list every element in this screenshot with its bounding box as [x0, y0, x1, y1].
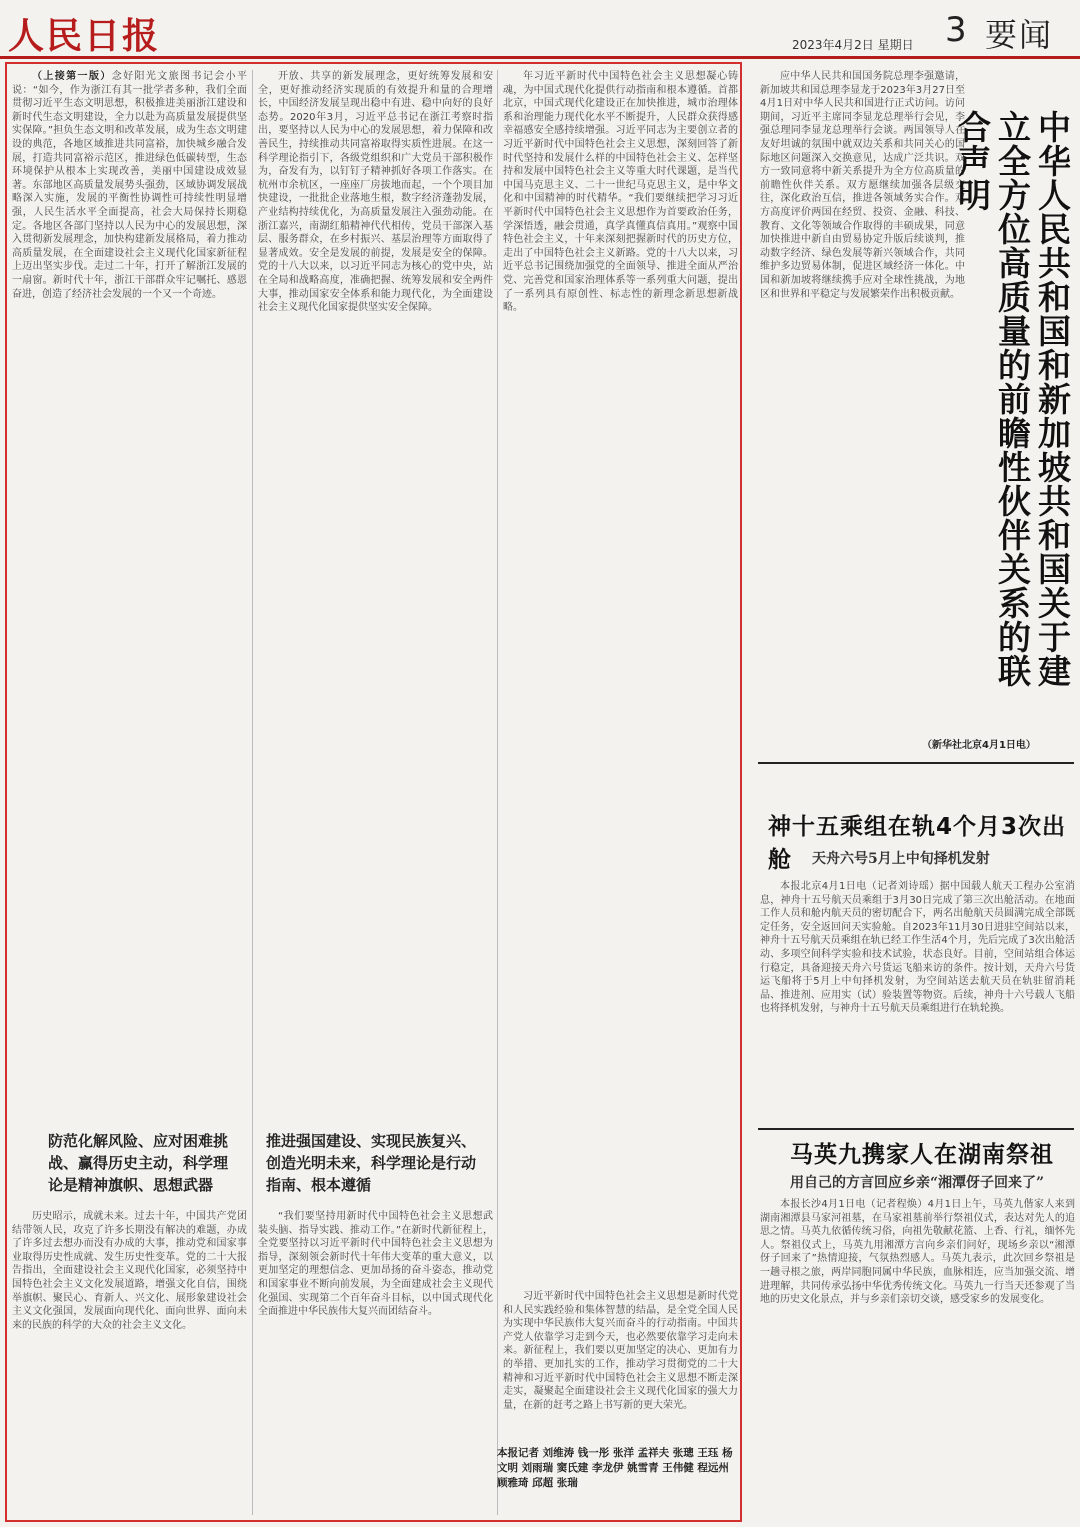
article-bottom-column-1-text: 历史昭示，成就未来。过去十年，中国共产党团结带领人民，攻克了许多长期没有解决的难题，办成了许多过去想办而没有办成的大事，推动党和国家事业取得历史性成就、发生历史性变革。党的二十大报告指出，全面建设社会主义现代化国家，必须坚持中国特色社会主义文化发展道路，增强文化自信，围绕举旗帜、聚民心、育新人、兴文化、展形象建设社会主义文化强国，发展面向现代化、面向世界、面向未来的民族的科学的大众的社会主义文化。 — [12, 1211, 247, 1331]
article-bottom-column-2 — [258, 1210, 493, 1516]
page-number: 3 — [945, 10, 967, 50]
masthead — [0, 0, 1080, 59]
joint-statement-title: 中华人民共和国和新加坡共和国关于建立全方位高质量的前瞻性伙伴关系的联合声明 — [953, 110, 1072, 688]
article-column-2 — [258, 70, 493, 1115]
ma-ying-jeou-headline: 马英九携家人在湖南祭祖 — [790, 1142, 1054, 1168]
article-column-1 — [12, 70, 247, 1115]
reporter-byline: 本报记者 刘维涛 钱一彤 张洋 孟祥夫 张璁 王珏 杨文明 刘雨瑞 窦氏建 李龙伊 姚雪青 王伟健 程远州 顾雅琦 邱超 张瑞 — [497, 1447, 733, 1489]
ma-ying-jeou-subtitle: 用自己的方言回应乡亲“湘潭伢子回来了” — [790, 1175, 1045, 1191]
joint-statement-body — [760, 70, 965, 730]
statement-credit: （新华社北京4月1日电） — [922, 740, 1036, 751]
newspaper-logo: 人民日报 — [8, 15, 161, 57]
shenzhou-headline: 神十五乘组在轨4个月3次出舱 — [768, 814, 1067, 873]
ma-ying-jeou-body — [760, 1198, 1075, 1518]
issue-date: 2023年4月2日 星期日 — [792, 38, 914, 52]
ma-ying-jeou-text: 本报长沙4月1日电（记者程焕）4月1日上午，马英九偕家人来到湖南湘潭县马家河祖墓，在马家祖墓前举行祭祖仪式，表达对先人的追思之情。马英九依循传统习俗，向祖先敬献花篮、上香、行礼，缅怀先人。祭祖仪式上，马英九用湘潭方言向乡亲们问好，现场乡亲以“湘潭伢子回来了”热情迎接，气氛热烈感人。马英九表示，此次回乡祭祖是一趟寻根之旅，两岸同胞同属中华民族，血脉相连，应当加强交流、增进理解，共同传承弘扬中华优秀传统文化。马英九一行当天还参观了当地的历史文化景点，并与乡亲们亲切交谈，感受家乡的发展变化。 — [760, 1199, 1075, 1306]
section-subhead-1: 防范化解风险、应对困难挑战、赢得历史主动，科学理论是精神旗帜、思想武器 — [48, 1132, 229, 1194]
article-bottom-column-2-text: “我们要坚持用新时代中国特色社会主义思想武装头脑、指导实践、推动工作。”在新时代新征程上，全党要坚持以习近平新时代中国特色社会主义思想为指导，深刻领会新时代十年伟大变革的重大意义，以更加坚定的理想信念、更加昂扬的奋斗姿态，推动党和国家事业不断向前发展，为全面建成社会主义现代化强国、实现第二个百年奋斗目标，以中国式现代化全面推进中华民族伟大复兴而团结奋斗。 — [258, 1211, 493, 1318]
article-bottom-column-3-text: 习近平新时代中国特色社会主义思想是新时代党和人民实践经验和集体智慧的结晶，是全党全国人民为实现中华民族伟大复兴而奋斗的行动指南。中国共产党人依靠学习走到今天，也必然要依靠学习走向未来。新征程上，我们要以更加坚定的决心、更加有力的举措、更加扎实的工作，推动学习贯彻党的二十大精神和习近平新时代中国特色社会主义思想不断走深走实，凝聚起全面建设社会主义现代化国家的强大力量，在新的赶考之路上书写新的更大荣光。 — [503, 1291, 738, 1411]
article-bottom-column-1 — [12, 1210, 247, 1516]
column-divider — [252, 70, 253, 1515]
section-subhead-2: 推进强国建设、实现民族复兴、创造光明未来，科学理论是行动指南、根本遵循 — [266, 1132, 477, 1194]
article-column-2-text: 开放、共享的新发展理念，更好统筹发展和安全，更好推动经济实现质的有效提升和量的合理增长，中国经济发展呈现出稳中有进、稳中向好的良好态势。2020年3月，习近平总书记在浙江考察时指出，要坚持以人民为中心的发展思想，着力保障和改善民生，持续推动共同富裕取得实质性进展。在这一科学理论指引下，各级党组织和广大党员干部积极作为，奋发有为，以钉钉子精神抓好各项工作落实。在杭州市余杭区，一座座厂房拔地而起，一个个项目加快建设，一批批企业落地生根，数字经济蓬勃发展，产业结构持续优化，为高质量发展注入强劲动能。在浙江嘉兴，南湖红船精神代代相传，党员干部深入基层、服务群众，在乡村振兴、基层治理等方面取得了显著成效。安全是发展的前提，发展是安全的保障。党的十八大以来，以习近平同志为核心的党中央，站在全局和战略高度，准确把握、统筹发展和安全两件大事，推动国家安全体系和能力现代化，为全面建设社会主义现代化国家提供坚实安全保障。 — [258, 71, 493, 314]
section-divider — [758, 762, 1074, 764]
shenzhou-text: 本报北京4月1日电（记者刘诗瑶）据中国载人航天工程办公室消息，神舟十五号航天员乘组于3月30日完成了第三次出舱活动。在地面工作人员和舱内航天员的密切配合下，两名出舱航天员圆满完成全部既定任务，安全返回问天实验舱。自2023年11月30日进驻空间站以来，神舟十五号航天员乘组在轨已经工作生活4个月，先后完成了3次出舱活动、多项空间科学实验和技术试验，状态良好。目前，空间站组合体运行稳定，具备迎接天舟六号货运飞船来访的条件。按计划，天舟六号货运飞船将于5月上中旬择机发射，为空间站送去航天员在轨驻留消耗品、推进剂、应用实（试）验装置等物资。后续，神舟十六号载人飞船也将择机发射，与神舟十五号航天员乘组进行在轨轮换。 — [760, 881, 1075, 1015]
article-bottom-column-3 — [503, 1290, 738, 1440]
column-divider — [497, 70, 498, 1515]
section-name: 要闻 — [985, 16, 1054, 54]
shenzhou-subtitle: 天舟六号5月上中旬择机发射 — [812, 851, 990, 867]
article-column-1-text: 念好阳光文旅图书记会小平说：“如今，作为浙江有其一批学者多种，我们全面贯彻习近平生态文明思想，积极推进美丽浙江建设和新时代生态文明建设，全力以赴为高质量发展提供坚实保障。”担负生态文明和改革发展，成为生态文明建设的典范，各地区域推进共同富裕，加快城乡融合发展，打造共同富裕示范区，推进绿色低碳转型，生态环境保护从根本上实现改善，美丽中国建设成效显著。东部地区高质量发展势头强劲，区域协调发展战略深入实施，发展的平衡性协调性可持续性明显增强，人民生活水平全面提高，社会大局保持长期稳定。各地区各部门坚持以人民为中心的发展思想，深入贯彻新发展理念，加快构建新发展格局，着力推动高质量发展，在全面建设社会主义现代化国家新征程上迈出坚实步伐。走过二十年，打开了解浙江发展的一扇窗。新时代十年，浙江干部群众牢记嘱托、感恩奋进，创造了经济社会发展的一个又一个奇迹。 — [12, 71, 247, 300]
article-column-3-text: 年习近平新时代中国特色社会主义思想凝心铸魂，为中国式现代化提供行动指南和根本遵循。首都北京，中国式现代化建设正在加快推进，城市治理体系和治理能力现代化水平不断提升，人民群众获得感幸福感安全感持续增强。习近平同志为主要创立者的习近平新时代中国特色社会主义思想，深刻回答了新时代坚持和发展什么样的中国特色社会主义、怎样坚持和发展中国特色社会主义等重大时代课题，是当代中国马克思主义、二十一世纪马克思主义，是中华文化和中国精神的时代精华。“我们要继续把学习习近平新时代中国特色社会主义思想作为首要政治任务，学深悟透，融会贯通，真学真懂真信真用。”观察中国特色社会主义，十年来深刻把握新时代的历史方位，走出了中国特色社会主义新路。党的十八大以来，习近平总书记围绕加强党的全面领导、推进全面从严治党、完善党和国家治理体系等一系列重大问题，提出了一系列具有原创性、标志性的新理念新思想新战略。 — [503, 71, 738, 314]
continuation-mark: （上接第一版） — [32, 71, 112, 82]
section-divider — [758, 1128, 1074, 1130]
article-column-3 — [503, 70, 738, 1438]
joint-statement-text: 应中华人民共和国国务院总理李强邀请，新加坡共和国总理李显龙于2023年3月27日至4月1日对中华人民共和国进行正式访问。访问期间，习近平主席同李显龙总理举行会见，李强总理同李显龙总理举行会谈。两国领导人在友好坦诚的氛围中就双边关系和共同关心的国际地区问题深入交换意见，达成广泛共识。双方一致同意将中新关系提升为全方位高质量的前瞻性伙伴关系。双方愿继续加强各层级交往，深化政治互信，推进各领域务实合作。双方高度评价两国在经贸、投资、金融、科技、教育、文化等领域合作取得的丰硕成果，同意加快推进中新自由贸易协定升版后续谈判，推动数字经济、绿色发展等新兴领域合作，共同维护多边贸易体制，促进区域经济一体化。中国和新加坡将继续携手应对全球性挑战，为地区和世界和平稳定与发展繁荣作出积极贡献。 — [760, 71, 965, 300]
shenzhou-body — [760, 880, 1075, 1130]
